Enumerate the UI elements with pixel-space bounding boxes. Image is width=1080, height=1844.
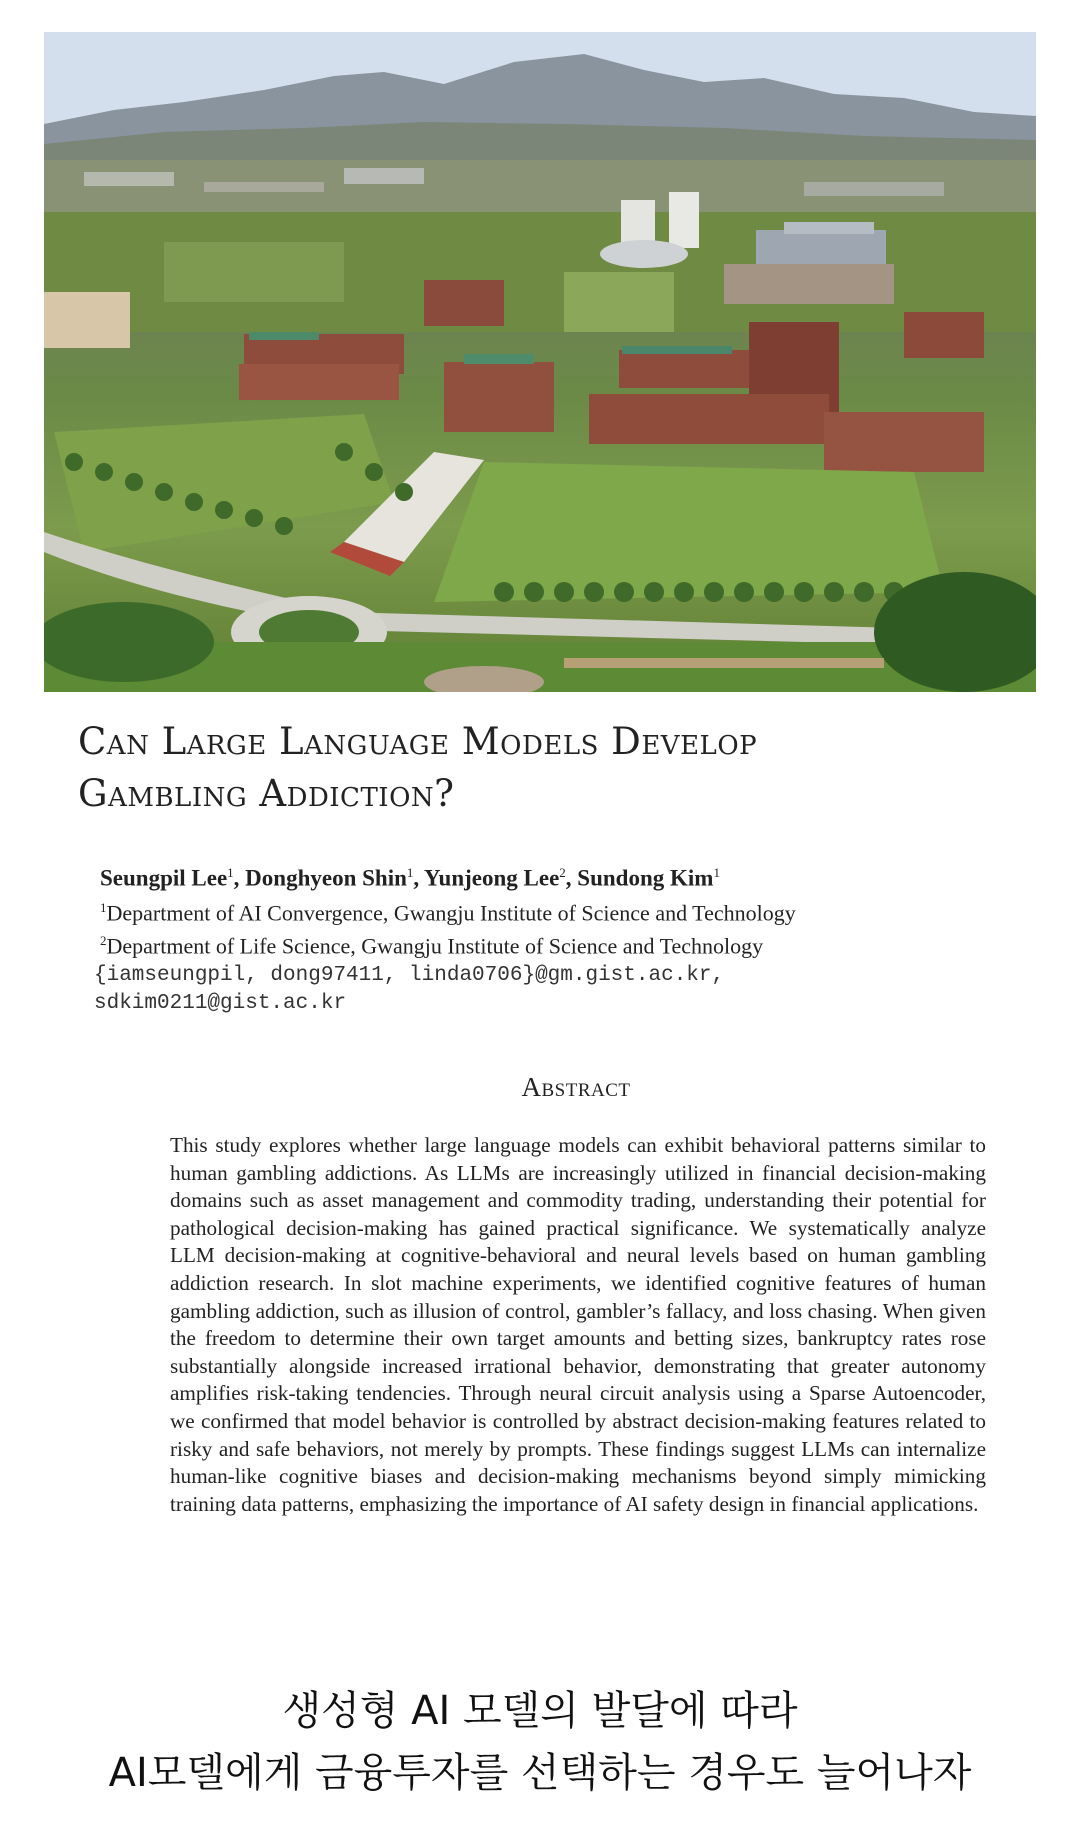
author-affiliation-mark: 1 (713, 865, 720, 880)
paper-title-line2: Gambling Addiction? (78, 772, 455, 815)
author-name: Seungpil Lee (100, 865, 228, 891)
affiliation-text: Department of Life Science, Gwangju Institute of Science and Technology (106, 933, 764, 959)
emails-line1: {iamseungpil, dong97411, linda0706}@gm.gist.ac.kr, (94, 964, 725, 988)
paper-title-line1: Can Large Language Models Develop (78, 720, 758, 763)
author-affiliation-mark: 2 (559, 865, 566, 880)
abstract-text: This study explores whether large language models can exhibit behavioral patterns similar to human gambling addictions. As LLMs are increasingly utilized in financial decision-making domains such as asset management and commodity trading, understanding their potential for pathological decision-making has gained practical significance. We systematically analyze LLM decision-making at cognitive-behavioral and neural levels based on human gambling addiction research. In slot machine experiments, we identified cognitive features of human gambling addiction, such as illusion of control, gambler’s fallacy, and loss chasing. When given the freedom to determine their own target amounts and betting sizes, bankruptcy rates rose substantially alongside increased irrational behavior, demonstrating that greater autonomy amplifies risk-taking tendencies. Through neural circuit analysis using a Sparse Autoencoder, we confirmed that model behavior is controlled by abstract decision-making features related to risky and safe behaviors, not merely by prompts. These findings suggest LLMs can internalize human-like cognitive biases and decision-making mechanisms beyond simply mimicking training data patterns, emphasizing the importance of AI safety design in financial applications. (170, 1133, 986, 1516)
caption-line1: 생성형 AI 모델의 발달에 따라 (282, 1688, 798, 1734)
caption-line2: AI모델에게 금융투자를 선택하는 경우도 늘어나자 (108, 1750, 972, 1796)
author-emails (94, 962, 1040, 1018)
campus-aerial-photo (44, 32, 1036, 692)
author-name: Sundong Kim (577, 865, 714, 891)
korean-caption (0, 1680, 1080, 1804)
abstract-heading: Abstract (521, 1072, 631, 1102)
affiliation-mark: 1 (100, 899, 107, 915)
paper-title (78, 716, 1038, 820)
author-affiliation-mark: 1 (406, 865, 414, 880)
affiliation-mark: 2 (100, 932, 107, 948)
affiliation-2 (100, 927, 1040, 960)
author-affiliation-mark: 1 (227, 865, 234, 880)
author-list: Seungpil Lee$^1$, Donghyeon Shin$^1$, Yunjeong Lee$^2$, Sundong Kim$^1$ (100, 865, 720, 891)
affiliation-text: Department of AI Convergence, Gwangju Institute of Science and Technology (106, 899, 796, 925)
affiliation-1 (100, 894, 1040, 927)
author-name: Yunjeong Lee (424, 865, 560, 891)
author-name: Donghyeon Shin (245, 865, 407, 891)
authors-block (94, 858, 1040, 1018)
emails-line2: sdkim0211@gist.ac.kr (94, 992, 347, 1016)
